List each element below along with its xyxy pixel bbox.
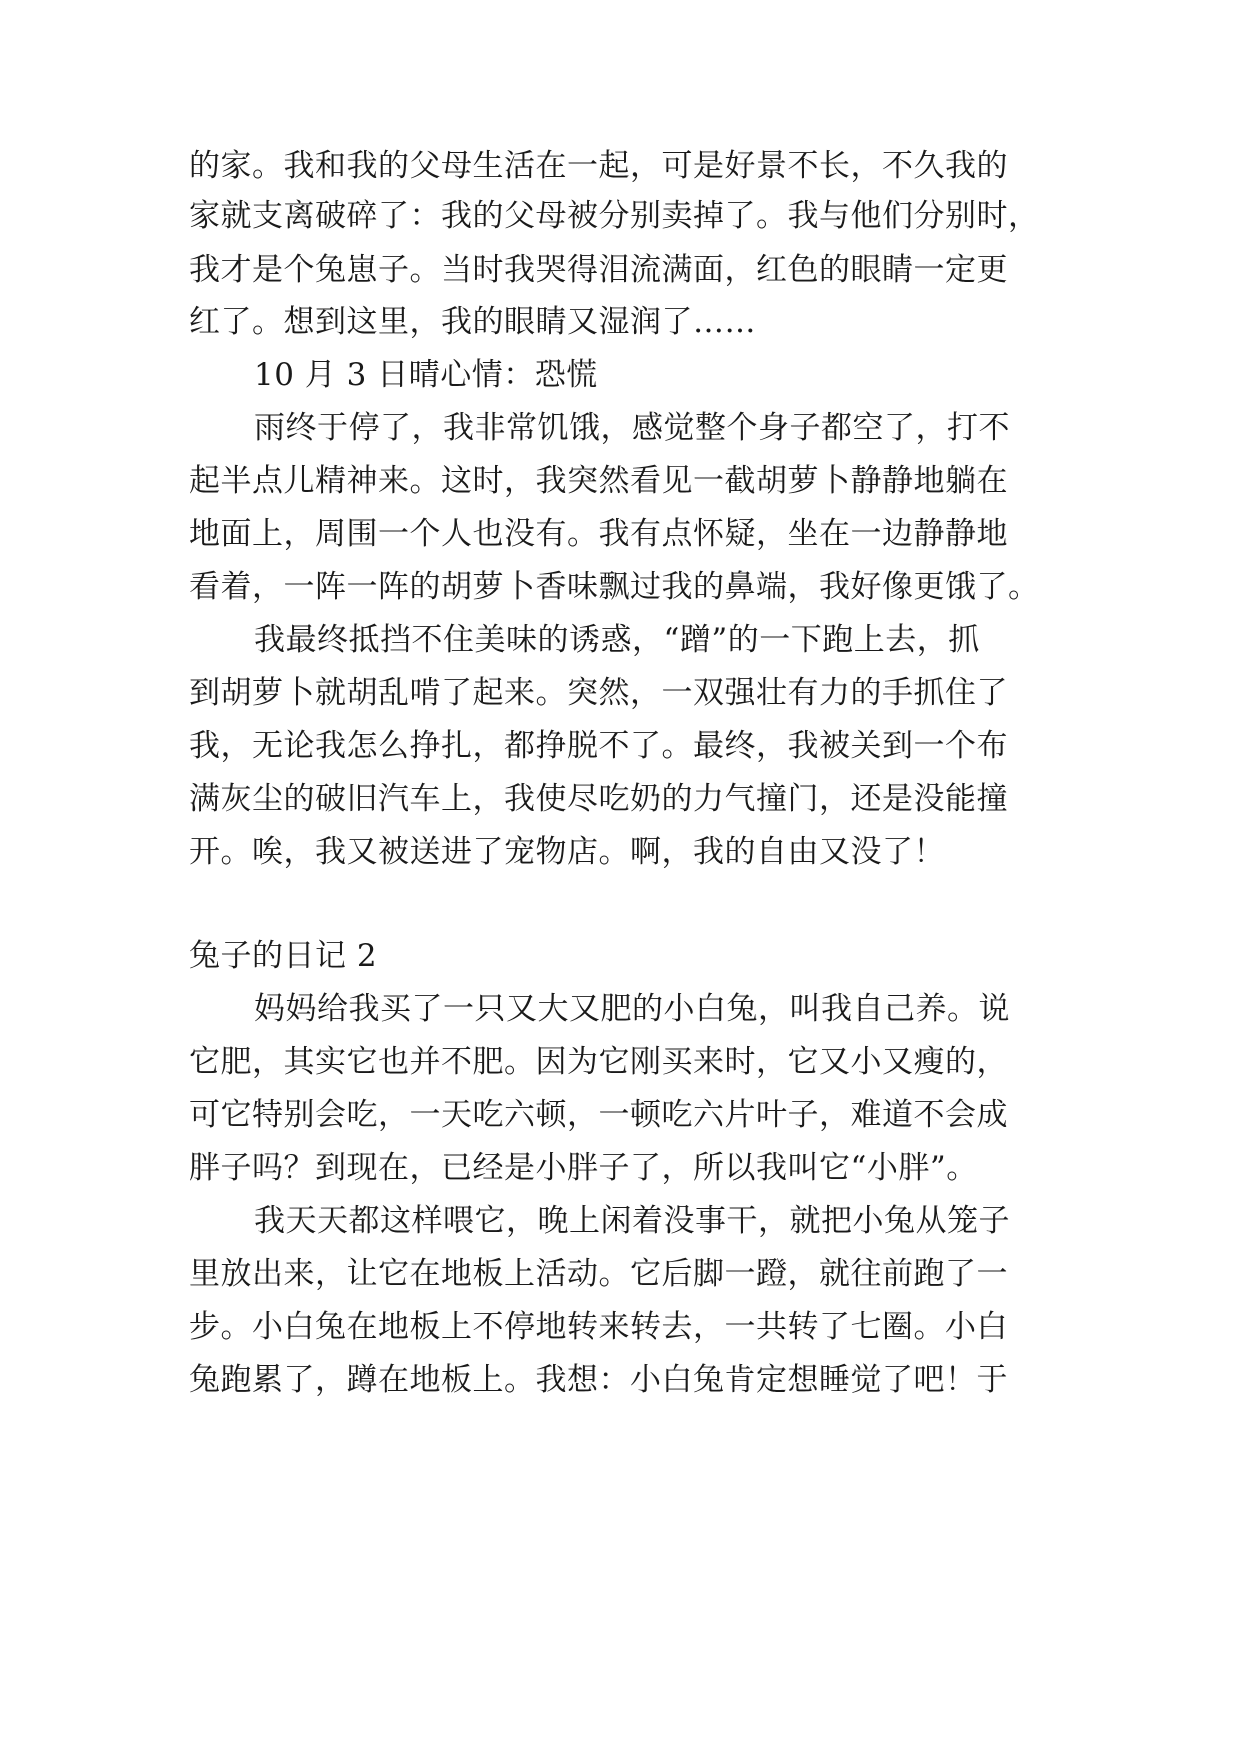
- text-line: 地面上，周围一个人也没有。我有点怀疑，坐在一边静静地: [189, 516, 1008, 552]
- text-line: 雨终于停了，我非常饥饿，感觉整个身子都空了，打不: [254, 410, 1010, 446]
- text-line: 妈妈给我买了一只又大又肥的小白兔，叫我自己养。说: [254, 991, 1010, 1027]
- text-line: 它肥，其实它也并不肥。因为它刚买来时，它又小又瘦的，: [189, 1044, 1008, 1080]
- diary-date-heading: 10 月 3 日晴心情：恐慌: [254, 357, 598, 393]
- text-line: 的家。我和我的父母生活在一起，可是好景不长，不久我的: [189, 148, 1008, 184]
- text-line: 开。唉，我又被送进了宠物店。啊，我的自由又没了！: [189, 834, 945, 870]
- text-line: 家就支离破碎了：我的父母被分别卖掉了。我与他们分别时，: [189, 198, 1040, 234]
- text-line: 我天天都这样喂它，晚上闲着没事干，就把小兔从笼子: [254, 1203, 1010, 1239]
- text-line: 我，无论我怎么挣扎，都挣脱不了。最终，我被关到一个布: [189, 728, 1008, 764]
- text-line: 我最终抵挡不住美味的诱惑，“蹭”的一下跑上去，抓: [254, 622, 980, 658]
- text-line: 满灰尘的破旧汽车上，我使尽吃奶的力气撞门，还是没能撞: [189, 781, 1008, 817]
- text-line: 里放出来，让它在地板上活动。它后脚一蹬，就往前跑了一: [189, 1256, 1008, 1292]
- text-line: 看着，一阵一阵的胡萝卜香味飘过我的鼻端，我好像更饿了。: [189, 569, 1040, 605]
- text-line: 到胡萝卜就胡乱啃了起来。突然，一双强壮有力的手抓住了: [189, 675, 1008, 711]
- text-line: 胖子吗？到现在，已经是小胖子了，所以我叫它“小胖”。: [189, 1150, 978, 1186]
- text-line: 红了。想到这里，我的眼睛又湿润了……: [189, 304, 756, 340]
- text-line: 兔跑累了，蹲在地板上。我想：小白兔肯定想睡觉了吧！于: [189, 1362, 1008, 1398]
- text-line: 步。小白兔在地板上不停地转来转去，一共转了七圈。小白: [189, 1309, 1008, 1345]
- text-line: 可它特别会吃，一天吃六顿，一顿吃六片叶子，难道不会成: [189, 1097, 1008, 1133]
- text-line: 我才是个兔崽子。当时我哭得泪流满面，红色的眼睛一定更: [189, 252, 1008, 288]
- text-line: 起半点儿精神来。这时，我突然看见一截胡萝卜静静地躺在: [189, 463, 1008, 499]
- section-title: 兔子的日记 2: [189, 938, 378, 974]
